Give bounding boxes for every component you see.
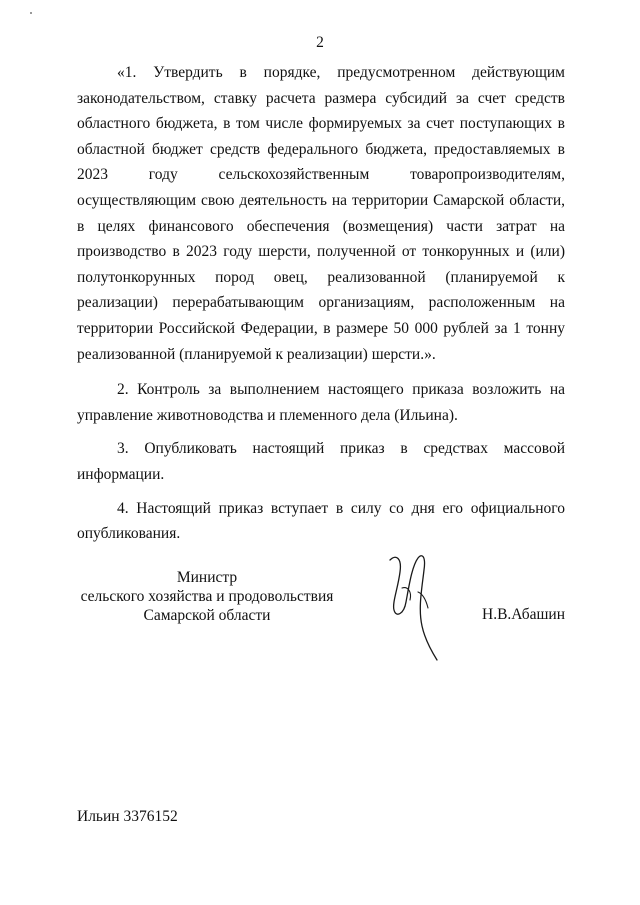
signatory-title — [76, 568, 338, 625]
signatory-name: Н.В.Абашин — [482, 606, 565, 623]
paragraph-3: 3. Опубликовать настоящий приказ в средствах массовой информации. — [77, 440, 565, 483]
paragraph-1: «1. Утвердить в порядке, предусмотренном действующим законодательством, ставку расчета размера субсидий за счет средств областного бюджета, в том числе формируемых за счет поступающих в областной бюджет средств федерального бюджета, предоставляемых в 2023 году сельскохозяйственным товаропроизводителям, осуществляющим свою деятельность на территории Самарской области, в целях финансового обеспечения (возмещения) части затрат на производство в 2023 году шерсти, полученной от тонкорунных и (или) полутонкорунных пород овец, реализованной (планируемой к реализации) перерабатывающим организациям, расположенным на территории Российской Федерации, в размере 50 000 рублей за 1 тонну реализованной (планируемой к реализации) шерсти.». — [77, 64, 565, 363]
signatory-title-line-2: сельского хозяйства и продовольствия — [80, 588, 334, 605]
page-number: 2 — [316, 34, 324, 51]
handwritten-signature — [382, 548, 452, 663]
signatory-title-line-3: Самарской области — [143, 607, 271, 624]
document-body — [77, 60, 565, 555]
scan-speck — [30, 12, 32, 14]
paragraph-2: 2. Контроль за выполнением настоящего приказа возложить на управление животноводства и племенного дела (Ильина). — [77, 381, 565, 424]
paragraph-4: 4. Настоящий приказ вступает в силу со дня его официального опубликования. — [77, 499, 565, 543]
signatory-title-line-1: Министр — [176, 569, 238, 586]
executor-contact: Ильин 3376152 — [77, 808, 178, 825]
